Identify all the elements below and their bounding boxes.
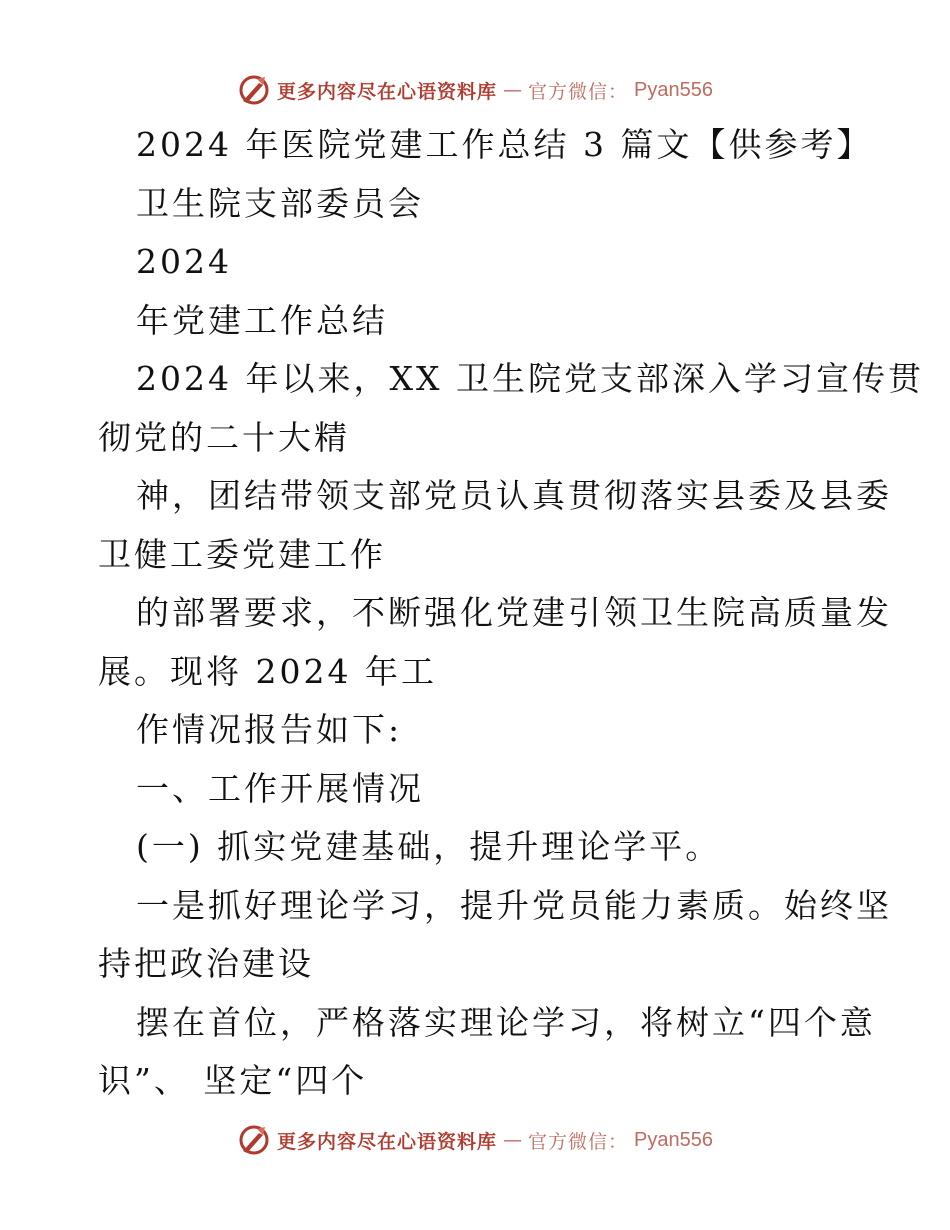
doc-line: 卫生院支部委员会: [136, 183, 424, 223]
watermark-wechat-label: 官方微信：: [528, 80, 629, 103]
doc-line: 彻党的二十大精: [98, 417, 350, 457]
watermark-site-text: 更多内容尽在心语资料库: [277, 80, 498, 103]
doc-line: 识”、 坚定“四个: [98, 1061, 368, 1100]
doc-line: 持把政治建设: [98, 944, 314, 983]
watermark-site-text: 更多内容尽在心语资料库: [277, 1130, 498, 1153]
doc-title: 2024 年医院党建工作总结 3 篇文【供参考】: [136, 125, 873, 164]
watermark-wechat-id: Pyan556: [634, 78, 713, 101]
watermark-wechat-label: 官方微信：: [528, 1130, 629, 1153]
doc-subsection-heading: (一) 抓实党建基础，提升理论学平。: [136, 827, 722, 866]
doc-line: 2024 年以来，XX 卫生院党支部深入学习宣传贯: [136, 359, 924, 398]
watermark-wechat-id: Pyan556: [634, 1128, 713, 1151]
watermark-separator: —: [503, 79, 523, 101]
watermark-banner-bottom: [0, 1120, 950, 1160]
doc-line: 展。现将 2024 年工: [98, 651, 437, 691]
doc-line: 卫健工委党建工作: [98, 534, 386, 574]
feather-pen-logo-icon: [237, 1123, 271, 1157]
watermark-banner-top: [0, 70, 950, 110]
doc-line: 年党建工作总结: [136, 300, 388, 340]
doc-line: 作情况报告如下:: [136, 710, 403, 749]
document-body: [98, 116, 924, 1111]
doc-line: 摆在首位，严格落实理论学习，将树立“四个意: [136, 1002, 876, 1042]
feather-pen-logo-icon: [237, 73, 271, 107]
doc-line: 2024: [136, 242, 232, 281]
doc-section-heading: 一、工作开展情况: [136, 768, 424, 808]
watermark-separator: —: [503, 1129, 523, 1151]
doc-line: 神，团结带领支部党员认真贯彻落实县委及县委: [136, 476, 892, 515]
doc-line: 一是抓好理论学习，提升党员能力素质。始终坚: [136, 885, 892, 925]
doc-line: 的部署要求，不断强化党建引领卫生院高质量发: [136, 593, 892, 632]
